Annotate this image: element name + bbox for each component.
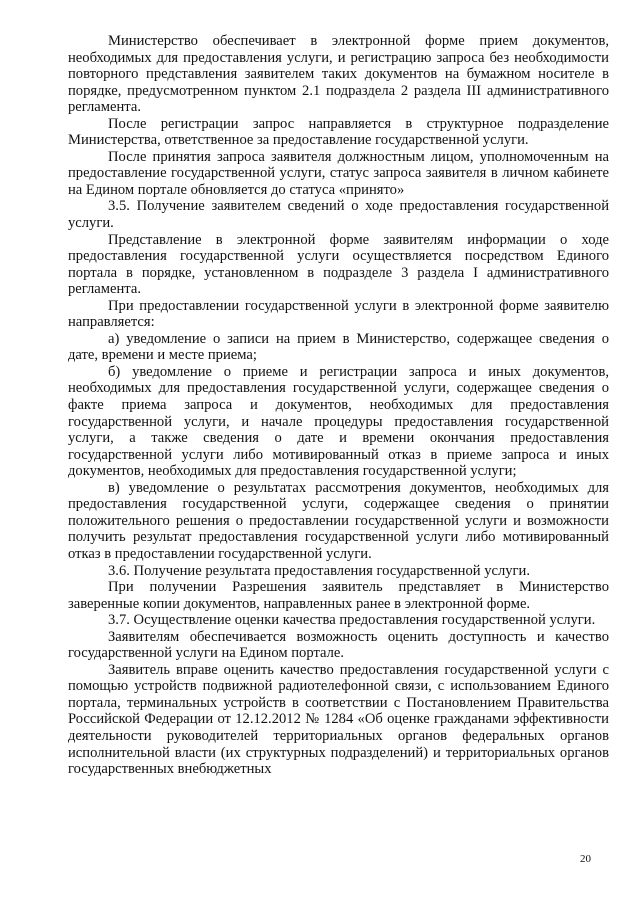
paragraph-quality-assessment: Заявителям обеспечивается возможность оценить доступность и качество государственной услуги на Едином портале.	[68, 628, 609, 662]
section-heading-3-5: 3.5. Получение заявителем сведений о ходе предоставления государственной услуги.	[68, 198, 609, 232]
paragraph-permit-receipt: При получении Разрешения заявитель представляет в Министерство заверенные копии документов, направленных ранее в электронной форме.	[68, 579, 609, 612]
page-number: 20	[580, 853, 591, 865]
document-body	[68, 33, 609, 778]
section-heading-3-7: 3.7. Осуществление оценки качества предоставления государственной услуги.	[108, 612, 596, 629]
paragraph-quality-methods: Заявитель вправе оценить качество предоставления государственной услуги с помощью устройств подвижной радиотелефонной связи, с использованием Единого портала, терминальных устройств в соответствии с Постановлением Правительства Российской Федерации от 12.12.2012 № 1284 «Об оценке гражданами эффективности деятельности руководителей территориальных органов федеральных органов исполнительной власти (их структурных подразделений) и территориальных органов государственных внебюджетных	[68, 661, 609, 778]
section-heading-3-6: 3.6. Получение результата предоставления государственной услуги.	[108, 562, 530, 579]
paragraph-status-accepted: После принятия запроса заявителя должностным лицом, уполномоченным на предоставление государственной услуги, статус запроса заявителя в личном кабинете на Едином портале обновляется до статуса «принято»	[68, 148, 609, 198]
list-item-a: а) уведомление о записи на прием в Министерство, содержащее сведения о дате, времени и месте приема;	[68, 330, 609, 364]
list-item-c: в) уведомление о результатах рассмотрения документов, необходимых для предоставления государственной услуги, содержащее сведения о принятии положительного решения о предоставлении государственной услуги и возможности получить результат предоставления государственной услуги либо мотивированный отказ в предоставлении государственной услуги.	[68, 479, 609, 562]
paragraph-progress-info: Представление в электронной форме заявителям информации о ходе предоставления государственной услуги осуществляется посредством Единого портала в порядке, установленном в подразделе 3 раздела I административного регламента.	[68, 231, 609, 298]
paragraph-after-registration: После регистрации запрос направляется в структурное подразделение Министерства, ответственное за предоставление государственной услуги.	[68, 115, 609, 149]
paragraph-notifications-intro: При предоставлении государственной услуги в электронной форме заявителю направляется:	[68, 297, 609, 331]
paragraph-electronic-acceptance: Министерство обеспечивает в электронной форме прием документов, необходимых для предоставления услуги, и регистрацию запроса без необходимости повторного представления заявителем таких документов на бумажном носителе в порядке, предусмотренном пунктом 2.1 подраздела 2 раздела III административного регламента.	[68, 33, 609, 116]
list-item-b: б) уведомление о приеме и регистрации запроса и иных документов, необходимых для предоставления государственной услуги, содержащее сведения о факте приема запроса и документов, необходимых для предоставления государственной услуги, и начале процедуры предоставления государственной услуги, а также сведения о дате и времени окончания предоставления государственной услуги либо мотивированный отказ в приеме запроса и иных документов, необходимых для предоставления государственной услуги;	[68, 363, 609, 480]
